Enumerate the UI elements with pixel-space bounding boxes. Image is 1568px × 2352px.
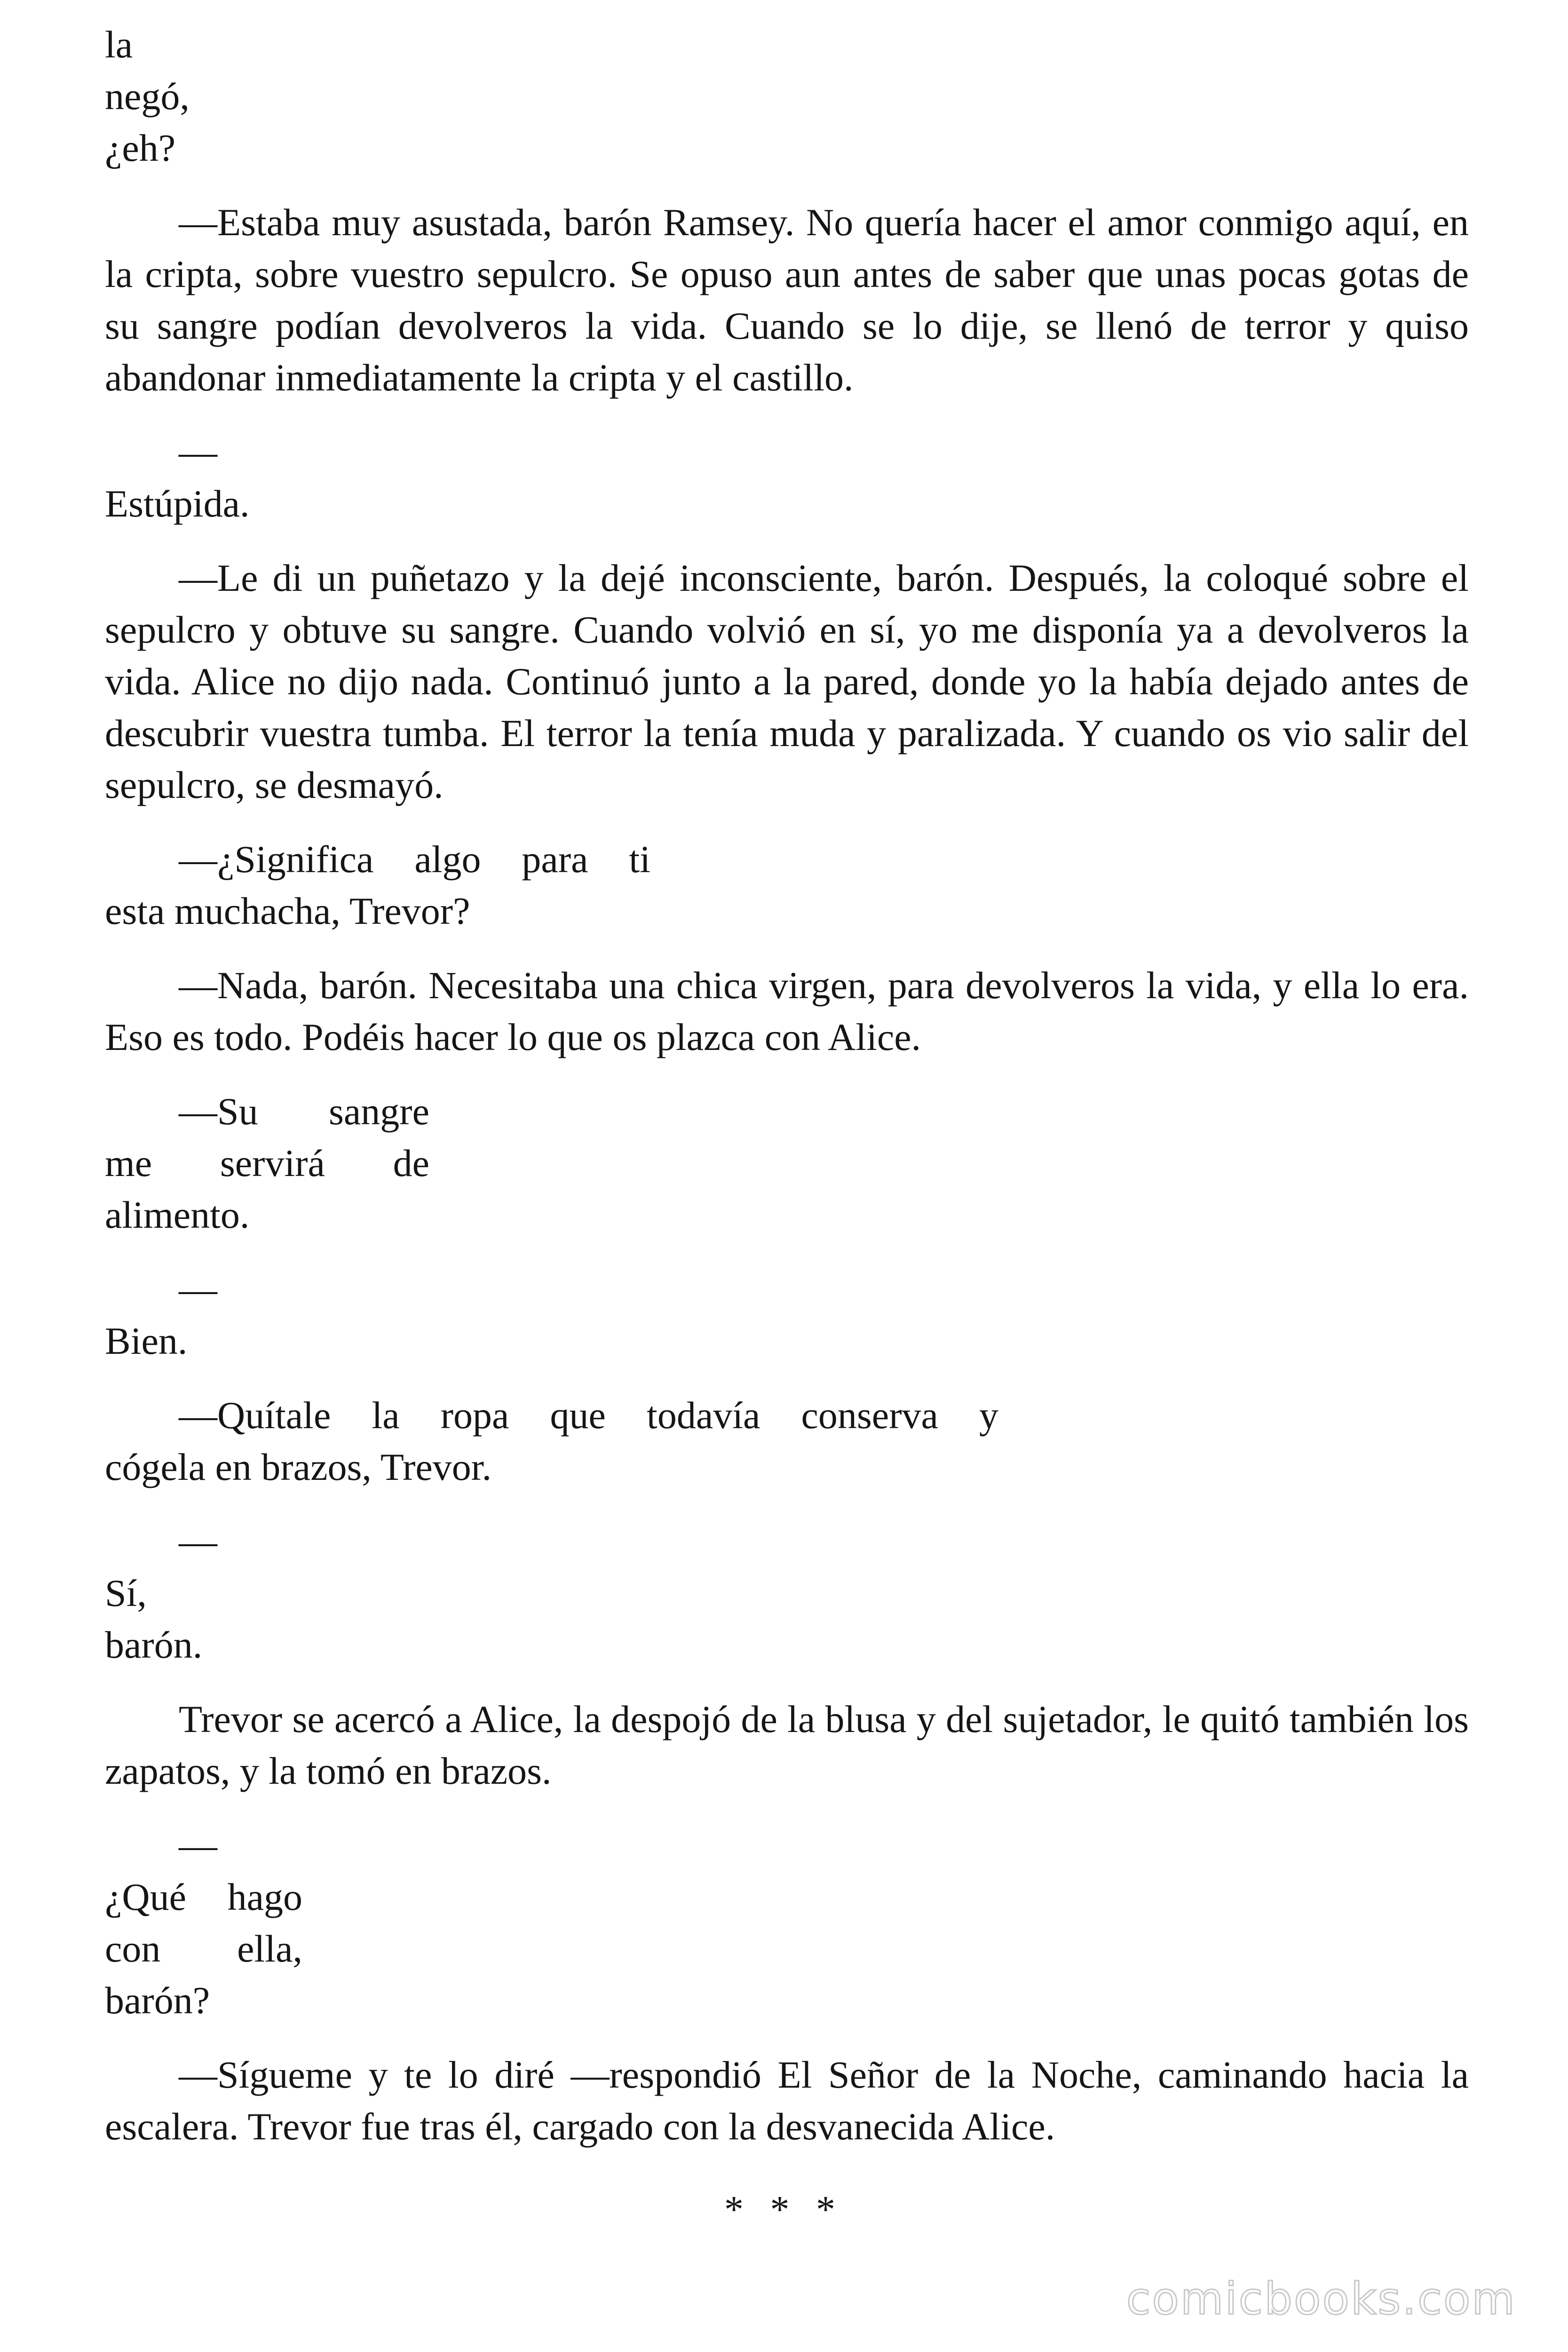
paragraph-5 <box>105 834 650 937</box>
paragraph-8 <box>105 1263 217 1367</box>
text-line: Sí, <box>105 1572 147 1614</box>
paragraph-3 <box>105 426 250 530</box>
text-line: — <box>179 1268 217 1311</box>
text-line: ¿eh? <box>105 127 176 169</box>
text-line: con ella, <box>105 1927 302 1970</box>
text-line: —Su sangre <box>179 1090 429 1133</box>
text-line: la <box>105 23 133 66</box>
text-line: alimento. <box>105 1193 250 1236</box>
text-line: cógela en brazos, Trevor. <box>105 1446 492 1488</box>
paragraph-2: —Estaba muy asustada, barón Ramsey. No quería hacer el amor conmigo aquí, en la cripta, sobre vuestro sepulcro. Se opuso aun antes de saber que unas pocas gotas de su sangre podían devolveros la vida. Cuando se lo dije, se llenó de terror y quiso abandonar inmediatamente la cripta y el castillo. <box>105 201 1469 399</box>
paragraph-11: Trevor se acercó a Alice, la despojó de la blusa y del sujetador, le quitó también los zapatos, y la tomó en brazos. <box>105 1698 1469 1792</box>
text-line: negó, <box>105 75 190 118</box>
paragraph-13: —Sígueme y te lo diré —respondió El Señor de la Noche, caminando hacia la escalera. Trevor fue tras él, cargado con la desvanecida Alice. <box>105 2053 1469 2148</box>
text-line: Estúpida. <box>105 482 250 525</box>
paragraph-6: —Nada, barón. Necesitaba una chica virgen, para devolveros la vida, y ella lo era. Eso es todo. Podéis hacer lo que os plazca con Alice. <box>105 964 1469 1058</box>
paragraph-7 <box>105 1086 429 1241</box>
text-line: Bien. <box>105 1319 188 1362</box>
text-line: ¿Qué hago <box>105 1875 302 1918</box>
paragraph-4: —Le di un puñetazo y la dejé inconsciente, barón. Después, la coloqué sobre el sepulcro y obtuve su sangre. Cuando volvió en sí, yo me disponía ya a devolveros la vida. Alice no dijo nada. Continuó junto a la pared, donde yo la había dejado antes de descubrir vuestra tumba. El terror la tenía muda y paralizada. Y cuando os vio salir del sepulcro, se desmayó. <box>105 556 1469 806</box>
watermark: comicbooks.com <box>1126 2273 1516 2325</box>
text-line: —¿Significa algo para ti <box>179 838 650 881</box>
text-line: barón. <box>105 1623 203 1666</box>
paragraph-9 <box>105 1390 998 1493</box>
text-line: me servirá de <box>105 1142 429 1184</box>
paragraph-1 <box>105 19 201 174</box>
section-separator: * * * <box>724 2188 844 2231</box>
page-body <box>105 19 1469 2175</box>
text-line: barón? <box>105 1979 210 2022</box>
text-line: — <box>179 430 217 473</box>
paragraph-10 <box>105 1516 217 1671</box>
text-line: — <box>179 1520 217 1563</box>
text-line: — <box>179 1824 217 1867</box>
text-line: esta muchacha, Trevor? <box>105 890 470 932</box>
paragraph-12 <box>105 1820 302 2026</box>
text-line: —Quítale la ropa que todavía conserva y <box>179 1394 998 1437</box>
